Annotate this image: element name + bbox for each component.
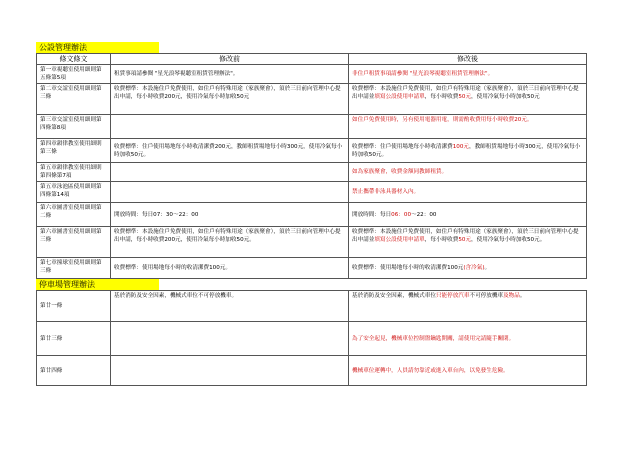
article-cell: 第五章韻律教室使用細則第四條第7項: [37, 163, 111, 182]
article-cell: 第六章圖書室使用細則第三條: [37, 227, 111, 258]
section-title-parking: 停車場管理辦法: [36, 279, 159, 290]
article-cell: 第一章視聽室使用細則第五條第5項: [37, 65, 111, 84]
after-cell: 收費標準：本設施住戶免費使用，如住戶有特殊用途（家族聚會），須於三日前向管理中心提出申請並填寫公設使用申請單，每小時收費50元，使用冷氣每小時加收50元。: [349, 227, 587, 258]
after-cell: 禁止攜帶非泳具器材入內。: [349, 182, 587, 203]
after-cell: 非住戶租賃事項請參閱 "星光浪琴視聽室租賃管理辦法"。: [349, 65, 587, 84]
after-cell: 收費標準：使用場地每小時的收清潔費100元(含冷氣)。: [349, 258, 587, 279]
document-page: [36, 42, 586, 386]
article-cell: 第二章交誼室使用細則第三條: [37, 84, 111, 115]
after-cell: 收費標準：住戶使用場地每小時收清潔費100元，教師租賃場地每小時300元，使用冷氣每小時加收50元。: [349, 139, 587, 163]
before-cell: [111, 322, 349, 356]
before-cell: [111, 182, 349, 203]
after-cell: 基於消防及安全因素，機械式車位只能停放汽車不可停放機車及物品。: [349, 291, 587, 322]
before-cell: [111, 163, 349, 182]
article-cell: 第三章交誼室使用細則第四條第8項: [37, 115, 111, 139]
article-cell: 第廿四條: [37, 356, 111, 386]
after-cell: 機械車位運轉中，人員請勿靠近或進入車台內，以免發生危險。: [349, 356, 587, 386]
before-cell: [111, 115, 349, 139]
table-row: [37, 291, 587, 322]
header-article: 條文條文: [37, 54, 111, 65]
header-after: 修改後: [349, 54, 587, 65]
table-row: [37, 203, 587, 227]
after-cell: 收費標準：本設施住戶免費使用，如住戶有特殊用途（家族聚會），須於三日前向管理中心提出申請並填寫公設使用申請單，每小時收費50元，使用冷氣每小時加收50元: [349, 84, 587, 115]
after-cell: 為了安全起見，機械車位控制盤鑰匙開關，請使用完請隨手關閉。: [349, 322, 587, 356]
header-before: 修改前: [111, 54, 349, 65]
table-row: [37, 322, 587, 356]
before-cell: 收費標準：住戶使用場地每小時收清潔費200元，教師租賃場地每小時300元，使用冷氣每小時加收50元。: [111, 139, 349, 163]
table-row: [37, 139, 587, 163]
table-row: [37, 356, 587, 386]
before-cell: 收費標準：本設施住戶免費使用，如住戶有特殊用途（家族聚會），須於三日前向管理中心提出申請，每小時收費200元，使用冷氣每小時加收50元。: [111, 227, 349, 258]
section-title-public-facilities: 公設管理辦法: [36, 42, 159, 53]
before-cell: 收費標準：本設施住戶免費使用，如住戶有特殊用途（家族聚會），須於三日前向管理中心提出申請，每小時收費200元，使用冷氣每小時加收50元: [111, 84, 349, 115]
article-cell: 第六章圖書室使用細則第二條: [37, 203, 111, 227]
table-row: [37, 163, 587, 182]
article-cell: 第七章撞球室使用細則第三條: [37, 258, 111, 279]
before-cell: [111, 356, 349, 386]
article-cell: 第廿三條: [37, 322, 111, 356]
table-row: [37, 115, 587, 139]
table-row: [37, 65, 587, 84]
before-cell: 基於消防及安全因素，機械式車位不可停放機車。: [111, 291, 349, 322]
article-cell: 第五章泳池區使用細則第四條第14項: [37, 182, 111, 203]
after-cell: 如住戶免費使用時，另有使用電器用電，則需酌收費用每小時收費20元。: [349, 115, 587, 139]
table-row: [37, 84, 587, 115]
public-facilities-table: [36, 53, 587, 279]
table-row: [37, 182, 587, 203]
parking-table: [36, 290, 587, 386]
table-row: [37, 258, 587, 279]
after-cell: 開放時間：每日06：00～22：00: [349, 203, 587, 227]
table-row: [37, 227, 587, 258]
before-cell: 收費標準：使用場地每小時的收清潔費100元。: [111, 258, 349, 279]
before-cell: 開放時間：每日07：30～22：00: [111, 203, 349, 227]
before-cell: 租賃事項請參閱 "星光浪琴視聽室租賃管理辦法"。: [111, 65, 349, 84]
article-cell: 第四章韻律教室使用細則第三條: [37, 139, 111, 163]
article-cell: 第廿一條: [37, 291, 111, 322]
after-cell: 如為家族聚會，收費金額同教師租賃。: [349, 163, 587, 182]
table-header-row: [37, 54, 587, 65]
